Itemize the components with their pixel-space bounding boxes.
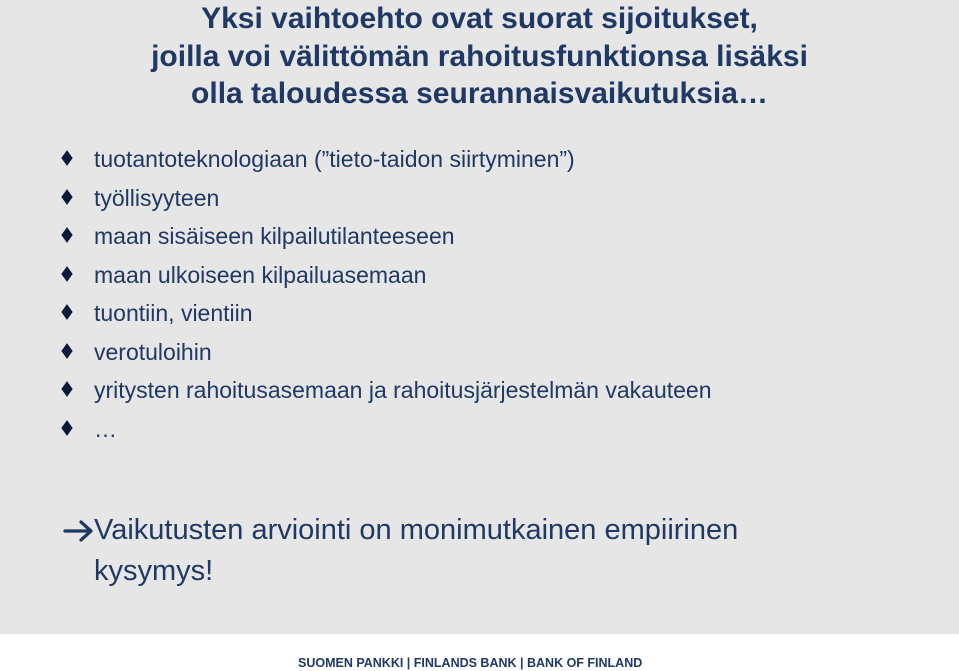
bullet-text: tuotantoteknologiaan (”tieto-taidon siirtyminen”): [94, 146, 575, 172]
footer: [0, 653, 959, 671]
title-line: olla taloudessa seurannaisvaikutuksia…: [191, 77, 768, 110]
conclusion-line: kysymys!: [94, 554, 214, 587]
conclusion-text: [94, 510, 914, 591]
title-line: Yksi vaihtoehto ovat suorat sijoitukset,: [201, 2, 758, 35]
bullet-text: maan sisäiseen kilpailutilanteeseen: [94, 223, 455, 249]
diamond-bullet-icon: [61, 189, 72, 205]
bullet-text: työllisyyteen: [94, 184, 220, 211]
bullet-text: verotuloihin: [94, 338, 212, 365]
bullet-text: …: [94, 415, 117, 442]
slide-title: [0, 0, 959, 113]
diamond-bullet-icon: [61, 266, 72, 282]
conclusion-line: Vaikutusten arviointi on monimutkainen empiirinen: [94, 514, 739, 546]
diamond-bullet-icon: [61, 304, 72, 320]
diamond-bullet-icon: [61, 150, 72, 166]
bullet-text: tuontiin, vientiin: [94, 300, 253, 326]
diamond-bullet-icon: [61, 420, 72, 436]
right-arrow-icon: [62, 514, 96, 548]
diamond-bullet-icon: [61, 227, 72, 243]
diamond-bullet-icon: [61, 381, 72, 397]
footer-text: SUOMEN PANKKI | FINLANDS BANK | BANK OF FINLAND: [298, 656, 643, 670]
title-line: joilla voi välittömän rahoitusfunktionsa lisäksi: [151, 39, 808, 73]
bullet-text: maan ulkoiseen kilpailuasemaan: [94, 261, 427, 288]
bullet-text: yritysten rahoitusasemaan ja rahoitusjärjestelmän vakauteen: [94, 377, 712, 403]
diamond-bullet-icon: [61, 343, 72, 359]
